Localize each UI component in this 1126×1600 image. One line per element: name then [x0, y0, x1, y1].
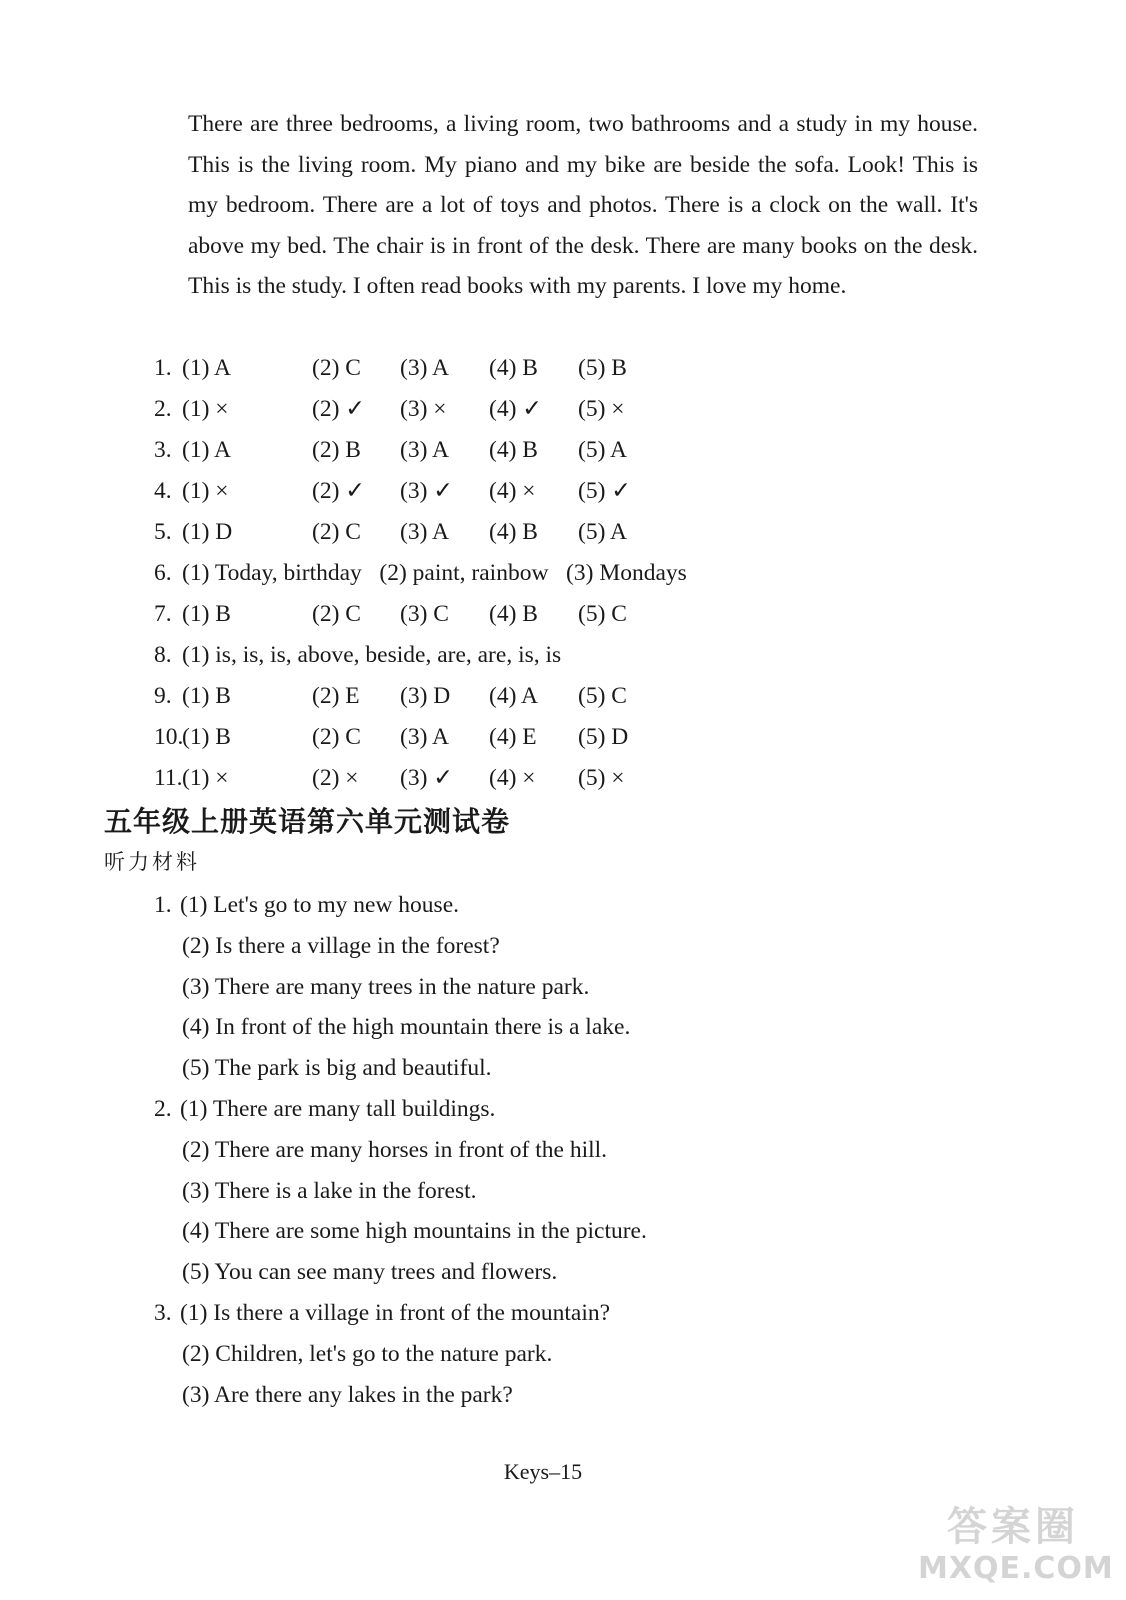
- watermark-cn: 答案圈: [947, 1504, 1079, 1550]
- reading-passage: There are three bedrooms, a living room, two bathrooms and a study in my house. This is the living room. My piano and my bike are beside the sofa. Look! This is my bedroom. There are a lot of toys and photos. There is a clock on the wall. It's above my bed. The chair is in front of the desk. There are many books on the desk. This is the study. I often read books with my parents. I love my home.: [188, 111, 978, 300]
- answer-item: (4) B: [489, 519, 538, 545]
- answer-item: (5) C: [578, 601, 627, 627]
- answer-text: (1) is, is, is, above, beside, are, are, is, is: [182, 642, 562, 668]
- listening-line: [154, 1334, 647, 1375]
- listening-sentence: (4) In front of the high mountain there is a lake.: [182, 1014, 631, 1041]
- answer-item: (1) A: [182, 437, 231, 463]
- answer-item: (2) B: [312, 437, 361, 463]
- answer-item: (4) B: [489, 355, 538, 381]
- listening-sentence: (2) Children, let's go to the nature park.: [182, 1340, 553, 1367]
- listening-line: [154, 967, 647, 1008]
- answer-item: (5) ×: [578, 396, 625, 422]
- listening-line: [154, 1007, 647, 1048]
- listening-number: 3.: [154, 1299, 172, 1326]
- listening-sentence: (3) There are many trees in the nature park.: [182, 973, 590, 1000]
- answer-item: (1) D: [182, 519, 233, 545]
- listening-line: [154, 1089, 647, 1130]
- answer-number: 3.: [154, 437, 172, 463]
- listening-line: [154, 1252, 647, 1293]
- listening-sentence: (3) There is a lake in the forest.: [182, 1177, 477, 1204]
- answer-number: 5.: [154, 519, 172, 545]
- answer-item: (3) ×: [400, 396, 447, 422]
- answer-item: (3) ✓: [400, 765, 453, 791]
- answer-number: 6.: [154, 560, 172, 586]
- answer-item: (3) D: [400, 683, 451, 709]
- answer-item: (2) C: [312, 724, 361, 750]
- answer-number: 11.: [154, 765, 183, 791]
- answer-item: (1) B: [182, 683, 231, 709]
- answer-item: (1) B: [182, 724, 231, 750]
- listening-line: [154, 1375, 647, 1416]
- listening-sentence: (4) There are some high mountains in the picture.: [182, 1218, 647, 1245]
- listening-line: [154, 1293, 647, 1334]
- watermark-en: MXQE.COM: [918, 1551, 1114, 1586]
- answer-number: 2.: [154, 396, 172, 422]
- listening-sentence: (1) Let's go to my new house.: [180, 892, 460, 918]
- answer-item: (3) ✓: [400, 478, 453, 504]
- answer-item: (5) ×: [578, 765, 625, 791]
- listening-sentence: (5) You can see many trees and flowers.: [182, 1259, 558, 1286]
- answer-number: 8.: [154, 642, 172, 668]
- answer-item: (4) B: [489, 437, 538, 463]
- answer-item: (2) ✓: [312, 478, 365, 504]
- answer-item: (4) E: [489, 724, 537, 750]
- listening-sentence: (3) Are there any lakes in the park?: [182, 1381, 513, 1408]
- answer-item: (5) D: [578, 724, 629, 750]
- answer-item: (2) E: [312, 683, 360, 709]
- answer-item: (1) A: [182, 355, 231, 381]
- listening-line: [154, 1211, 647, 1252]
- answer-item: (5) A: [578, 519, 627, 545]
- answer-number: 10.: [154, 724, 184, 750]
- listening-number: 2.: [154, 1095, 172, 1122]
- page-footer: Keys–15: [503, 1459, 583, 1484]
- listening-number: 1.: [154, 892, 172, 918]
- listening-sentence: (1) Is there a village in front of the mountain?: [180, 1299, 611, 1326]
- answer-item: (4) B: [489, 601, 538, 627]
- answer-item: (3) A: [400, 355, 449, 381]
- answer-text: (1) Today, birthday (2) paint, rainbow (3) Mondays: [182, 560, 687, 586]
- answer-item: (3) A: [400, 519, 449, 545]
- listening-sentence: (5) The park is big and beautiful.: [182, 1055, 492, 1082]
- answer-item: (2) ✓: [312, 396, 365, 422]
- answer-item: (4) ✓: [489, 396, 542, 422]
- answer-item: (4) ×: [489, 478, 536, 504]
- answer-item: (2) C: [312, 519, 361, 545]
- listening-line: [154, 1048, 647, 1089]
- listening-line: [154, 885, 647, 926]
- answer-item: (2) C: [312, 601, 361, 627]
- answer-item: (5) ✓: [578, 478, 631, 504]
- listening-line: [154, 1130, 647, 1171]
- listening-sentence: (2) Is there a village in the forest?: [182, 932, 500, 959]
- answer-item: (3) C: [400, 601, 449, 627]
- answer-item: (4) A: [489, 683, 538, 709]
- answer-item: (2) C: [312, 355, 361, 381]
- answer-number: 9.: [154, 683, 172, 709]
- answer-number: 4.: [154, 478, 172, 504]
- answer-item: (5) C: [578, 683, 627, 709]
- answer-item: (1) ×: [182, 765, 229, 791]
- answer-item: (5) A: [578, 437, 627, 463]
- answer-item: (1) B: [182, 601, 231, 627]
- answer-number: 1.: [154, 355, 172, 381]
- listening-line: [154, 1171, 647, 1212]
- listening-sentence: (1) There are many tall buildings.: [180, 1095, 496, 1122]
- listening-material: [154, 885, 647, 1415]
- answer-item: (1) ×: [182, 396, 229, 422]
- answer-number: 7.: [154, 601, 172, 627]
- listening-line: [154, 926, 647, 967]
- answer-item: (5) B: [578, 355, 627, 381]
- answer-item: (2) ×: [312, 765, 359, 791]
- listening-sentence: (2) There are many horses in front of the hill.: [182, 1136, 608, 1163]
- answer-item: (1) ×: [182, 478, 229, 504]
- section-title: 五年级上册英语第六单元测试卷: [104, 805, 511, 838]
- answer-item: (3) A: [400, 437, 449, 463]
- section-subtitle: 听力材料: [104, 850, 200, 874]
- watermark-logo: [918, 1502, 1114, 1594]
- answer-item: (3) A: [400, 724, 449, 750]
- answer-item: (4) ×: [489, 765, 536, 791]
